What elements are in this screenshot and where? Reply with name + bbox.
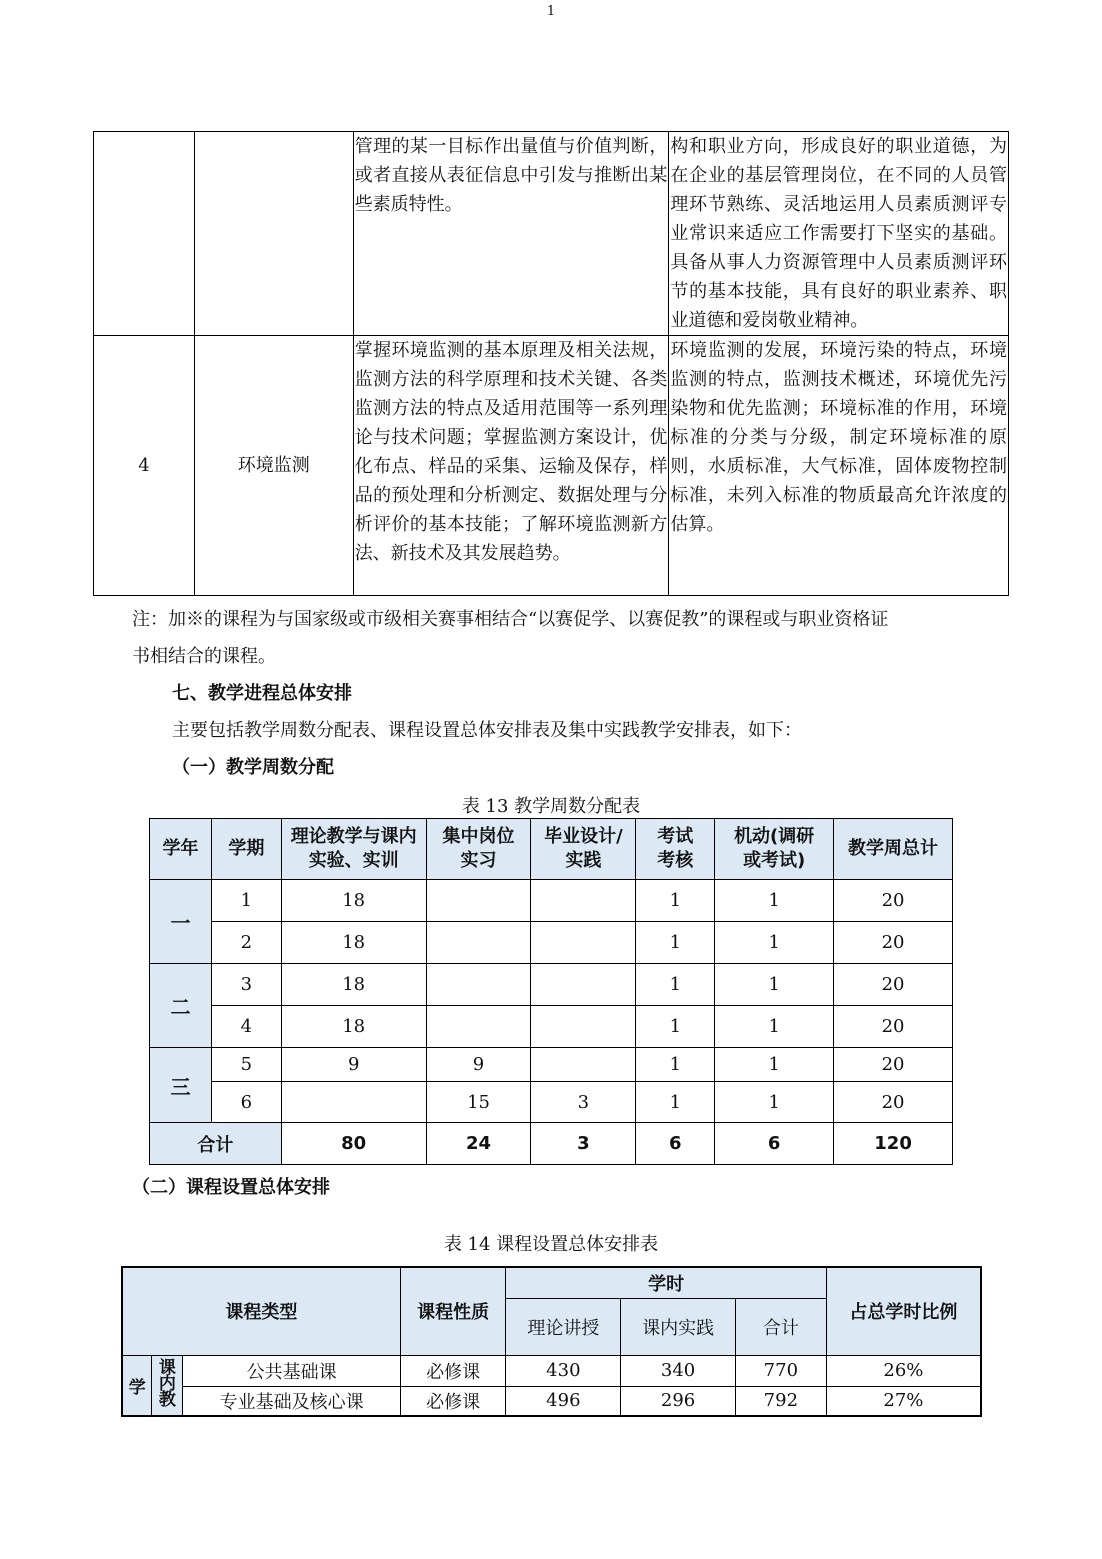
course-type-cell: 公共基础课	[183, 1355, 400, 1386]
column-header: 集中岗位实习	[426, 819, 531, 880]
exam-cell: 1	[636, 922, 715, 964]
table-row	[150, 1006, 953, 1048]
year-cell: 三	[150, 1048, 212, 1123]
exam-cell: 1	[636, 1006, 715, 1048]
group-label-outer-text: 学	[128, 1377, 146, 1398]
exam-cell: 6	[636, 1123, 715, 1165]
theory-cell: 9	[281, 1048, 426, 1082]
course-content: 掌握环境监测的基本原理及相关法规，监测方法的科学原理和技术关键、各类监测方法的特点及适用范围等一系列理论与技术问题；掌握监测方案设计，优化布点、样品的采集、运输及保存，样品的预处理和分析测定、数据处理与分析评价的基本技能；了解环境监测新方法、新技术及其发展趋势。	[353, 336, 669, 596]
header-sum: 合计	[735, 1298, 826, 1355]
course-goal: 环境监测的发展，环境污染的特点，环境监测的特点，监测技术概述，环境优先污染物和优先监测；环境标准的作用，环境标准的分类与分级，制定环境标准的原则，水质标准，大气标准，固体废物控制标准，未列入标准的物质最高允许浓度的估算。	[669, 336, 1009, 596]
table-row	[150, 880, 953, 922]
flex-cell: 1	[715, 880, 834, 922]
internship-cell: 24	[426, 1123, 531, 1165]
theory-cell: 18	[281, 964, 426, 1006]
nature-cell: 必修课	[400, 1355, 506, 1386]
semester-cell: 6	[211, 1082, 281, 1123]
note-line-1: 注：加※的课程为与国家级或市级相关赛事相结合“以赛促学、以赛促教”的课程或与职业资格证	[132, 609, 889, 630]
nature-cell: 必修课	[400, 1386, 506, 1416]
column-header: 毕业设计/实践	[531, 819, 636, 880]
design-cell	[531, 964, 636, 1006]
flex-cell: 1	[715, 922, 834, 964]
exam-cell: 1	[636, 1048, 715, 1082]
total-cell: 20	[834, 964, 953, 1006]
theory-hours-cell: 496	[506, 1386, 621, 1416]
semester-cell: 3	[211, 964, 281, 1006]
course-type-cell: 专业基础及核心课	[183, 1386, 400, 1416]
group-label-inner	[152, 1355, 183, 1416]
total-cell: 20	[834, 1082, 953, 1123]
subsection-heading: （二）课程设置总体安排	[132, 1177, 330, 1198]
teaching-weeks-table	[149, 818, 953, 1165]
flex-cell: 1	[715, 1006, 834, 1048]
total-cell: 20	[834, 922, 953, 964]
total-cell: 120	[834, 1123, 953, 1165]
design-cell	[531, 922, 636, 964]
course-name: 环境监测	[194, 336, 353, 596]
group-label-outer	[122, 1355, 152, 1416]
internship-cell: 15	[426, 1082, 531, 1123]
design-cell: 3	[531, 1123, 636, 1165]
table-row	[150, 922, 953, 964]
exam-cell: 1	[636, 1082, 715, 1123]
theory-cell: 18	[281, 922, 426, 964]
column-header: 理论教学与课内实验、实训	[281, 819, 426, 880]
column-header: 教学周总计	[834, 819, 953, 880]
internship-cell: 9	[426, 1048, 531, 1082]
table-row	[150, 1082, 953, 1123]
header-course-nature: 课程性质	[400, 1267, 506, 1355]
header-theory: 理论讲授	[506, 1298, 621, 1355]
column-header: 学期	[211, 819, 281, 880]
practice-hours-cell: 340	[621, 1355, 736, 1386]
column-header: 考试考核	[636, 819, 715, 880]
course-index: 4	[94, 336, 195, 596]
ratio-cell: 26%	[826, 1355, 981, 1386]
semester-cell: 1	[211, 880, 281, 922]
theory-cell: 18	[281, 1006, 426, 1048]
header-hours: 学时	[506, 1267, 826, 1298]
table-row	[150, 964, 953, 1006]
exam-cell: 1	[636, 964, 715, 1006]
table-row	[94, 336, 1009, 596]
page-number: 1	[546, 4, 556, 19]
course-index	[94, 132, 195, 336]
header-course-type: 课程类型	[122, 1267, 400, 1355]
table-caption: 表 13 教学周数分配表	[461, 796, 641, 817]
course-table	[93, 131, 1009, 596]
table-row	[122, 1386, 981, 1416]
total-row	[150, 1123, 953, 1165]
header-row	[122, 1267, 981, 1298]
flex-cell: 1	[715, 1048, 834, 1082]
year-cell: 一	[150, 880, 212, 964]
course-content: 管理的某一目标作出量值与价值判断，或者直接从表征信息中引发与推断出某些素质特性。	[353, 132, 669, 336]
total-cell: 20	[834, 880, 953, 922]
design-cell	[531, 1006, 636, 1048]
group-label-inner-text: 课内教	[158, 1358, 176, 1411]
section-heading: 七、教学进程总体安排	[172, 683, 352, 704]
design-cell: 3	[531, 1082, 636, 1123]
header-row	[150, 819, 953, 880]
design-cell	[531, 1048, 636, 1082]
internship-cell	[426, 880, 531, 922]
internship-cell	[426, 1006, 531, 1048]
note-line-2: 书相结合的课程。	[132, 646, 276, 667]
semester-cell: 4	[211, 1006, 281, 1048]
exam-cell: 1	[636, 880, 715, 922]
subsection-heading: （一）教学周数分配	[172, 757, 334, 778]
semester-cell: 2	[211, 922, 281, 964]
year-cell: 二	[150, 964, 212, 1048]
internship-cell	[426, 964, 531, 1006]
table-row	[94, 132, 1009, 336]
table-caption: 表 14 课程设置总体安排表	[443, 1234, 659, 1255]
flex-cell: 1	[715, 964, 834, 1006]
total-cell: 20	[834, 1048, 953, 1082]
header-ratio: 占总学时比例	[826, 1267, 981, 1355]
total-label: 合计	[150, 1123, 282, 1165]
course-goal: 构和职业方向，形成良好的职业道德，为在企业的基层管理岗位，在不同的人员管理环节熟练、灵活地运用人员素质测评专业常识来适应工作需要打下坚实的基础。具备从事人力资源管理中人员素质测评环节的基本技能，具有良好的职业素养、职业道德和爱岗敬业精神。	[669, 132, 1009, 336]
table-row	[122, 1355, 981, 1386]
flex-cell: 6	[715, 1123, 834, 1165]
sum-hours-cell: 792	[735, 1386, 826, 1416]
theory-cell: 18	[281, 880, 426, 922]
header-practice: 课内实践	[621, 1298, 736, 1355]
semester-cell: 5	[211, 1048, 281, 1082]
table-row	[150, 1048, 953, 1082]
theory-hours-cell: 430	[506, 1355, 621, 1386]
sum-hours-cell: 770	[735, 1355, 826, 1386]
section-intro: 主要包括教学周数分配表、课程设置总体安排表及集中实践教学安排表，如下：	[172, 720, 802, 741]
flex-cell: 1	[715, 1082, 834, 1123]
theory-cell	[281, 1082, 426, 1123]
theory-cell: 80	[281, 1123, 426, 1165]
internship-cell	[426, 922, 531, 964]
design-cell	[531, 880, 636, 922]
column-header: 机动(调研或考试)	[715, 819, 834, 880]
course-setup-table	[121, 1266, 982, 1417]
total-cell: 20	[834, 1006, 953, 1048]
course-name	[194, 132, 353, 336]
practice-hours-cell: 296	[621, 1386, 736, 1416]
column-header: 学年	[150, 819, 212, 880]
ratio-cell: 27%	[826, 1386, 981, 1416]
